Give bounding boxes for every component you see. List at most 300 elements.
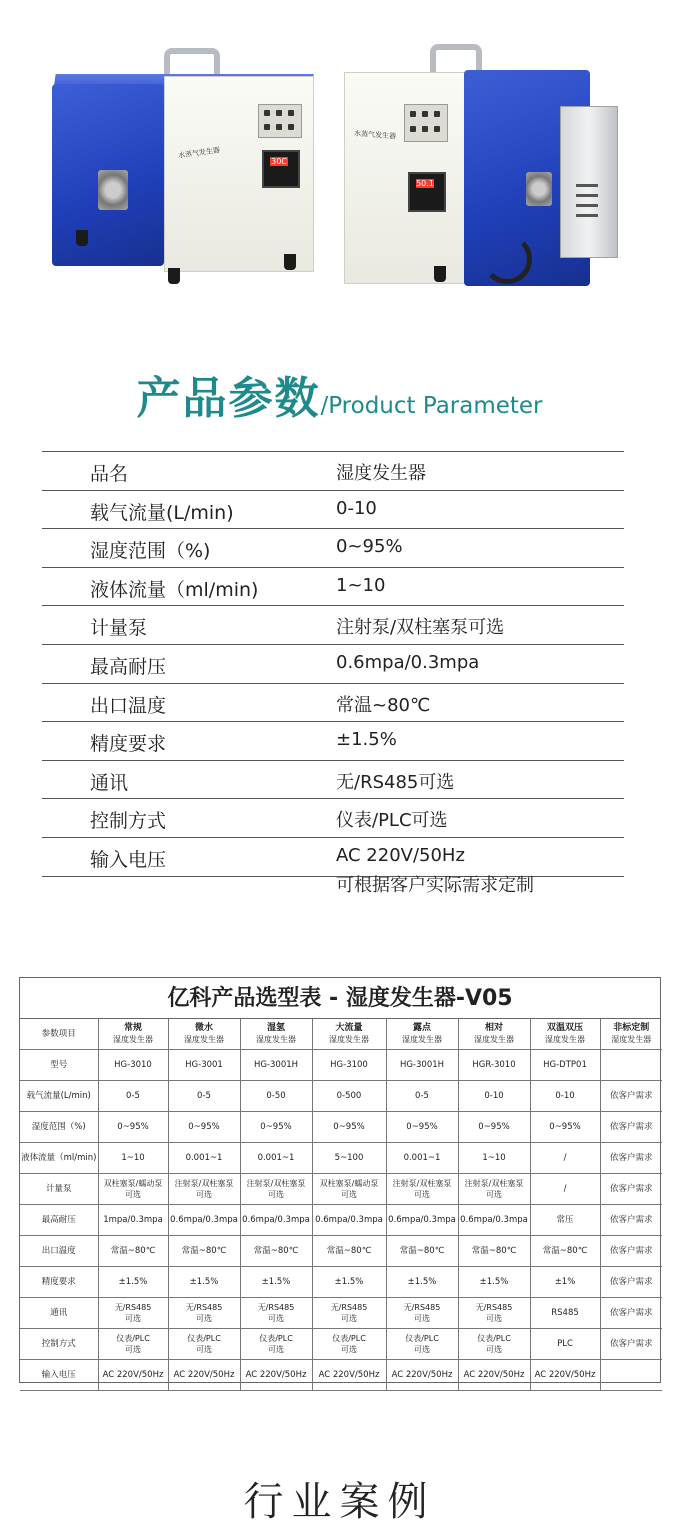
cell-text: HG-3001H xyxy=(253,1059,299,1070)
selection-cell xyxy=(458,1298,530,1329)
parameter-key: 输入电压 xyxy=(90,848,167,871)
machine-foot xyxy=(284,254,296,270)
cell-text-line: 仪表/PLC xyxy=(259,1334,293,1343)
cell-text-line: 可选 xyxy=(414,1314,430,1323)
selection-row xyxy=(20,1360,662,1391)
row-label-text: 控制方式 xyxy=(41,1338,76,1349)
cell-text: 0~95% xyxy=(406,1121,438,1132)
selection-cell xyxy=(600,1143,662,1174)
cell-text: ±1.5% xyxy=(261,1276,291,1287)
column-subtitle: 湿度发生器 xyxy=(611,1035,652,1044)
cell-text-line: 无/RS485 xyxy=(330,1303,368,1312)
machine-foot xyxy=(76,230,88,246)
row-label-text: 计量泵 xyxy=(45,1183,72,1194)
cell-text: 常温~80℃ xyxy=(326,1245,372,1256)
selection-cell xyxy=(98,1143,168,1174)
selection-cell xyxy=(600,1050,662,1081)
cell-text-line: 无/RS485 xyxy=(475,1303,513,1312)
selection-cell xyxy=(312,1143,386,1174)
selection-cell xyxy=(168,1298,240,1329)
selection-cell xyxy=(386,1236,458,1267)
column-name: 微水 xyxy=(194,1023,213,1033)
selection-cell xyxy=(240,1298,312,1329)
row-label-text: 通讯 xyxy=(50,1307,68,1318)
selection-cell xyxy=(168,1360,240,1391)
power-cable xyxy=(482,234,532,284)
selection-cell xyxy=(98,1267,168,1298)
selection-cell xyxy=(240,1205,312,1236)
cell-text: / xyxy=(563,1152,567,1163)
selection-cell xyxy=(168,1267,240,1298)
cell-text: 常温~80℃ xyxy=(253,1245,299,1256)
selection-cell xyxy=(312,1298,386,1329)
selection-cell xyxy=(458,1205,530,1236)
cell-text-line: 仪表/PLC xyxy=(332,1334,366,1343)
parameter-key: 通讯 xyxy=(90,771,129,794)
cell-text-line: 可选 xyxy=(268,1190,284,1199)
cell-text: ±1.5% xyxy=(118,1276,148,1287)
parameter-key: 最高耐压 xyxy=(90,655,167,678)
selection-cell xyxy=(458,1143,530,1174)
cell-text-line: 注射泵/双柱塞泵 xyxy=(246,1179,306,1188)
row-label-text: 最高耐压 xyxy=(41,1214,76,1225)
selection-cell xyxy=(240,1112,312,1143)
cell-text-line: 注射泵/双柱塞泵 xyxy=(174,1179,234,1188)
parameter-key: 品名 xyxy=(90,463,129,485)
cell-text: AC 220V/50Hz xyxy=(173,1369,235,1380)
parameter-value: 无/RS485可选 xyxy=(336,771,455,793)
parameter-value: 1~10 xyxy=(336,574,386,596)
cell-text: 1mpa/0.3mpa xyxy=(103,1214,163,1225)
cell-text-line: 无/RS485 xyxy=(114,1303,152,1312)
parameter-key: 载气流量(L/min) xyxy=(90,501,234,524)
selection-cell xyxy=(600,1360,662,1391)
cell-text: PLC xyxy=(557,1338,573,1349)
cell-text: 0.6mpa/0.3mpa xyxy=(315,1214,383,1225)
selection-column-header xyxy=(530,1019,600,1050)
selection-row xyxy=(20,1267,662,1298)
parameter-list xyxy=(42,451,624,877)
row-label-text: 型号 xyxy=(50,1059,68,1070)
column-subtitle: 湿度发生器 xyxy=(256,1035,296,1044)
selection-row-label xyxy=(20,1112,98,1143)
selection-row xyxy=(20,1174,662,1205)
selection-column-header xyxy=(240,1019,312,1050)
selection-cell xyxy=(98,1205,168,1236)
cell-text: 依客户需求 xyxy=(609,1152,653,1163)
selection-row-label xyxy=(20,1081,98,1112)
cell-text: 0~95% xyxy=(333,1121,365,1132)
cell-text-line: 可选 xyxy=(486,1345,502,1354)
column-name: 湿氢 xyxy=(266,1023,285,1033)
cell-text-line: 无/RS485 xyxy=(403,1303,441,1312)
cell-text: AC 220V/50Hz xyxy=(463,1369,525,1380)
row-label-text: 液体流量（ml/min) xyxy=(21,1152,97,1163)
cell-text: HG-3001 xyxy=(185,1059,223,1070)
selection-cell xyxy=(458,1236,530,1267)
selection-cell xyxy=(530,1205,600,1236)
vent-slot xyxy=(576,204,598,207)
selection-cell xyxy=(530,1143,600,1174)
cell-text: 0.001~1 xyxy=(185,1152,223,1163)
cell-text: / xyxy=(563,1183,567,1194)
selection-row-label xyxy=(20,1267,98,1298)
parameter-value: 湿度发生器 xyxy=(336,463,426,484)
selection-cell xyxy=(386,1050,458,1081)
selection-cell xyxy=(168,1143,240,1174)
cell-text: 0.6mpa/0.3mpa xyxy=(242,1214,310,1225)
cell-text: HGR-3010 xyxy=(472,1059,516,1070)
industry-cases-heading: 行业案例 xyxy=(243,1479,436,1525)
cell-text-line: 可选 xyxy=(341,1190,357,1199)
cell-text-line: 可选 xyxy=(414,1190,430,1199)
selection-row xyxy=(20,1298,662,1329)
parameter-row xyxy=(42,798,624,837)
column-name: 常规 xyxy=(123,1023,142,1033)
control-keypad xyxy=(258,104,302,138)
selection-grid xyxy=(20,1019,662,1391)
cell-text-line: 可选 xyxy=(486,1314,502,1323)
selection-cell xyxy=(312,1112,386,1143)
selection-cell xyxy=(98,1298,168,1329)
parameter-row xyxy=(42,683,624,722)
parameter-value: 仪表/PLC可选 xyxy=(336,810,448,832)
cell-text-line: 可选 xyxy=(268,1345,284,1354)
parameter-key: 计量泵 xyxy=(90,617,148,640)
cell-text-line: 注射泵/双柱塞泵 xyxy=(464,1179,524,1188)
parameter-row xyxy=(42,528,624,567)
selection-cell xyxy=(530,1050,600,1081)
selection-cell xyxy=(98,1050,168,1081)
cell-text: 1~10 xyxy=(482,1152,506,1163)
cell-text: ±1% xyxy=(554,1276,576,1287)
column-subtitle: 湿度发生器 xyxy=(113,1035,153,1044)
cell-text: ±1.5% xyxy=(334,1276,364,1287)
parameter-value: 注射泵/双柱塞泵可选 xyxy=(336,617,505,639)
cell-text: 5~100 xyxy=(334,1152,364,1163)
selection-column-header xyxy=(312,1019,386,1050)
selection-cell xyxy=(386,1205,458,1236)
selection-table xyxy=(19,977,661,1383)
parameter-row xyxy=(42,451,624,490)
cell-text-line: 可选 xyxy=(125,1314,141,1323)
selection-cell xyxy=(386,1329,458,1360)
selection-cell xyxy=(386,1112,458,1143)
cell-text: 依客户需求 xyxy=(609,1121,653,1132)
cell-text-line: 双柱塞泵/蠕动泵 xyxy=(319,1179,379,1188)
selection-cell xyxy=(386,1143,458,1174)
temperature-display xyxy=(262,150,300,188)
parameter-heading-zh: 产品参数 xyxy=(136,373,321,424)
selection-cell xyxy=(312,1050,386,1081)
selection-cell xyxy=(98,1360,168,1391)
column-name: 非标定制 xyxy=(613,1023,650,1033)
column-name: 相对 xyxy=(484,1023,503,1033)
left-machine-photo xyxy=(52,48,314,288)
cell-text-line: 仪表/PLC xyxy=(405,1334,439,1343)
parameter-row xyxy=(42,644,624,683)
cell-text-line: 可选 xyxy=(414,1345,430,1354)
selection-cell xyxy=(168,1236,240,1267)
selection-cell xyxy=(168,1112,240,1143)
parameter-value: ±1.5% xyxy=(336,729,397,751)
cell-text: 依客户需求 xyxy=(609,1245,653,1256)
selection-cell xyxy=(168,1329,240,1360)
selection-cell xyxy=(240,1143,312,1174)
selection-row xyxy=(20,1081,662,1112)
selection-cell xyxy=(530,1267,600,1298)
cell-text: ±1.5% xyxy=(189,1276,219,1287)
selection-cell xyxy=(240,1360,312,1391)
parameter-row xyxy=(42,605,624,644)
parameter-heading xyxy=(0,362,679,426)
gas-outlet-port xyxy=(98,170,128,210)
cell-text-line: 可选 xyxy=(125,1190,141,1199)
selection-cell xyxy=(530,1174,600,1205)
selection-cell xyxy=(168,1081,240,1112)
row-label-text: 载气流量(L/min) xyxy=(26,1090,91,1101)
steel-side-cover xyxy=(560,106,618,258)
selection-cell xyxy=(386,1081,458,1112)
selection-cell xyxy=(530,1236,600,1267)
cell-text: 0.001~1 xyxy=(403,1152,441,1163)
selection-cell xyxy=(458,1329,530,1360)
cell-text: 依客户需求 xyxy=(609,1307,653,1318)
selection-cell xyxy=(530,1360,600,1391)
selection-cell xyxy=(312,1360,386,1391)
parameter-key: 精度要求 xyxy=(90,733,167,756)
selection-cell xyxy=(240,1081,312,1112)
selection-row xyxy=(20,1236,662,1267)
selection-cell xyxy=(530,1329,600,1360)
selection-row-label xyxy=(20,1329,98,1360)
machine-foot xyxy=(434,266,446,282)
cell-text-line: 仪表/PLC xyxy=(116,1334,150,1343)
parameter-key: 湿度范围（%) xyxy=(90,540,211,563)
column-subtitle: 湿度发生器 xyxy=(329,1035,369,1044)
cell-text: RS485 xyxy=(551,1307,579,1318)
column-name: 大流量 xyxy=(335,1023,363,1033)
column-subtitle: 湿度发生器 xyxy=(402,1035,442,1044)
column-subtitle: 湿度发生器 xyxy=(474,1035,514,1044)
selection-row xyxy=(20,1329,662,1360)
selection-cell xyxy=(600,1205,662,1236)
display-reading: 50.1 xyxy=(416,179,434,188)
selection-cell xyxy=(240,1329,312,1360)
parameter-heading-en: /Product Parameter xyxy=(320,393,543,419)
cell-text: 0.001~1 xyxy=(257,1152,295,1163)
selection-cell xyxy=(98,1329,168,1360)
cell-text: 0-5 xyxy=(126,1090,140,1101)
column-name: 露点 xyxy=(412,1023,431,1033)
display-reading: 30C xyxy=(271,157,287,166)
selection-cell xyxy=(168,1174,240,1205)
cell-text-line: 可选 xyxy=(486,1190,502,1199)
selection-cell xyxy=(312,1236,386,1267)
machine-label: 水蒸气发生器 xyxy=(177,146,221,160)
selection-row-label xyxy=(20,1236,98,1267)
selection-cell xyxy=(458,1267,530,1298)
selection-column-header xyxy=(168,1019,240,1050)
selection-cell xyxy=(240,1174,312,1205)
cell-text: HG-DTP01 xyxy=(543,1059,587,1070)
selection-cell xyxy=(530,1298,600,1329)
selection-cell xyxy=(530,1112,600,1143)
selection-cell xyxy=(98,1081,168,1112)
selection-cell xyxy=(458,1081,530,1112)
selection-cell xyxy=(600,1081,662,1112)
cell-text: 0-10 xyxy=(555,1090,575,1101)
selection-cell xyxy=(240,1050,312,1081)
cell-text: 常温~80℃ xyxy=(181,1245,227,1256)
column-name: 双温双压 xyxy=(546,1023,583,1033)
selection-column-header xyxy=(600,1019,662,1050)
cell-text-line: 注射泵/双柱塞泵 xyxy=(392,1179,452,1188)
cell-text: 0~95% xyxy=(549,1121,581,1132)
temperature-display xyxy=(408,172,446,212)
cell-text: 依客户需求 xyxy=(609,1090,653,1101)
selection-cell xyxy=(600,1267,662,1298)
cell-text: 0.6mpa/0.3mpa xyxy=(388,1214,456,1225)
machine-foot xyxy=(168,268,180,284)
cell-text: 0-10 xyxy=(484,1090,504,1101)
parameter-key: 出口温度 xyxy=(90,694,167,717)
selection-row-label xyxy=(20,1298,98,1329)
row-label-text: 精度要求 xyxy=(41,1276,76,1287)
cell-text-line: 无/RS485 xyxy=(185,1303,223,1312)
selection-cell xyxy=(600,1236,662,1267)
selection-column-header xyxy=(458,1019,530,1050)
parameter-key: 控制方式 xyxy=(90,810,167,833)
selection-cell xyxy=(386,1174,458,1205)
selection-row xyxy=(20,1205,662,1236)
customization-note: 可根据客户实际需求定制 xyxy=(336,875,534,896)
selection-row-label xyxy=(20,1360,98,1391)
cell-text: 0~95% xyxy=(478,1121,510,1132)
cell-text-line: 无/RS485 xyxy=(257,1303,295,1312)
selection-column-header xyxy=(98,1019,168,1050)
selection-header-row xyxy=(20,1019,662,1050)
cell-text: 1~10 xyxy=(121,1152,145,1163)
cell-text-line: 双柱塞泵/蠕动泵 xyxy=(103,1179,163,1188)
selection-cell xyxy=(600,1112,662,1143)
cell-text-line: 可选 xyxy=(125,1345,141,1354)
parameter-row xyxy=(42,760,624,799)
cell-text: 依客户需求 xyxy=(609,1338,653,1349)
selection-row-label xyxy=(20,1205,98,1236)
cell-text: 常温~80℃ xyxy=(110,1245,156,1256)
parameter-value: AC 220V/50Hz xyxy=(336,844,465,866)
parameter-value: 常温~80℃ xyxy=(336,694,431,716)
cell-text: AC 220V/50Hz xyxy=(245,1369,307,1380)
cell-text: 0.6mpa/0.3mpa xyxy=(170,1214,238,1225)
cell-text: AC 220V/50Hz xyxy=(102,1369,164,1380)
vent-slot xyxy=(576,214,598,217)
selection-cell xyxy=(386,1360,458,1391)
selection-cell xyxy=(98,1174,168,1205)
product-photos xyxy=(0,0,679,320)
cell-text: 常温~80℃ xyxy=(471,1245,517,1256)
selection-row-label xyxy=(20,1174,98,1205)
parameter-list-bottom-rule xyxy=(42,876,624,877)
selection-row xyxy=(20,1112,662,1143)
selection-cell xyxy=(312,1329,386,1360)
cell-text: AC 220V/50Hz xyxy=(318,1369,380,1380)
cell-text: 依客户需求 xyxy=(609,1214,653,1225)
selection-row xyxy=(20,1143,662,1174)
parameter-value: 0.6mpa/0.3mpa xyxy=(336,651,480,673)
cell-text: HG-3001H xyxy=(399,1059,445,1070)
control-keypad xyxy=(404,104,448,142)
cell-text: 常温~80℃ xyxy=(399,1245,445,1256)
selection-cell xyxy=(312,1081,386,1112)
cell-text: 0-500 xyxy=(336,1090,362,1101)
cell-text-line: 仪表/PLC xyxy=(187,1334,221,1343)
cell-text: HG-3100 xyxy=(330,1059,368,1070)
selection-cell xyxy=(458,1112,530,1143)
row-label-text: 输入电压 xyxy=(41,1369,76,1380)
right-machine-photo xyxy=(340,44,640,300)
cell-text-line: 可选 xyxy=(341,1345,357,1354)
cell-text-line: 可选 xyxy=(196,1314,212,1323)
vent-slot xyxy=(576,184,598,187)
selection-cell xyxy=(458,1360,530,1391)
cell-text: 常温~80℃ xyxy=(542,1245,588,1256)
selection-cell xyxy=(312,1205,386,1236)
selection-cell xyxy=(530,1081,600,1112)
cell-text: 0~95% xyxy=(188,1121,220,1132)
parameter-key: 液体流量（ml/min) xyxy=(90,578,259,601)
vent-slot xyxy=(576,194,598,197)
cell-text: HG-3010 xyxy=(114,1059,152,1070)
parameter-value: 0~95% xyxy=(336,536,403,558)
cell-text: AC 220V/50Hz xyxy=(534,1369,596,1380)
parameter-row xyxy=(42,490,624,529)
selection-row xyxy=(20,1050,662,1081)
cell-text-line: 可选 xyxy=(341,1314,357,1323)
corner-label: 参数项目 xyxy=(41,1028,76,1039)
cell-text: 0~95% xyxy=(117,1121,149,1132)
cell-text-line: 可选 xyxy=(268,1314,284,1323)
cell-text: AC 220V/50Hz xyxy=(391,1369,453,1380)
selection-cell xyxy=(98,1236,168,1267)
carry-handle xyxy=(430,44,482,72)
selection-cell xyxy=(458,1174,530,1205)
cell-text: 依客户需求 xyxy=(609,1276,653,1287)
cell-text: 0-5 xyxy=(415,1090,429,1101)
cell-text: 依客户需求 xyxy=(609,1183,653,1194)
row-label-text: 湿度范围（%) xyxy=(31,1121,86,1132)
selection-cell xyxy=(600,1174,662,1205)
selection-cell xyxy=(600,1329,662,1360)
gas-outlet-port xyxy=(526,172,552,206)
parameter-value: 0-10 xyxy=(336,497,377,519)
cell-text: 0-50 xyxy=(266,1090,286,1101)
row-label-text: 出口温度 xyxy=(41,1245,76,1256)
selection-cell xyxy=(312,1174,386,1205)
selection-table-title: 亿科产品选型表 - 湿度发生器-V05 xyxy=(20,978,660,1019)
selection-cell xyxy=(240,1236,312,1267)
parameter-row xyxy=(42,721,624,760)
column-subtitle: 湿度发生器 xyxy=(184,1035,224,1044)
cell-text-line: 可选 xyxy=(196,1190,212,1199)
cell-text: ±1.5% xyxy=(407,1276,437,1287)
parameter-row xyxy=(42,567,624,606)
selection-cell xyxy=(168,1205,240,1236)
selection-row-label xyxy=(20,1050,98,1081)
selection-cell xyxy=(386,1267,458,1298)
selection-cell xyxy=(386,1298,458,1329)
